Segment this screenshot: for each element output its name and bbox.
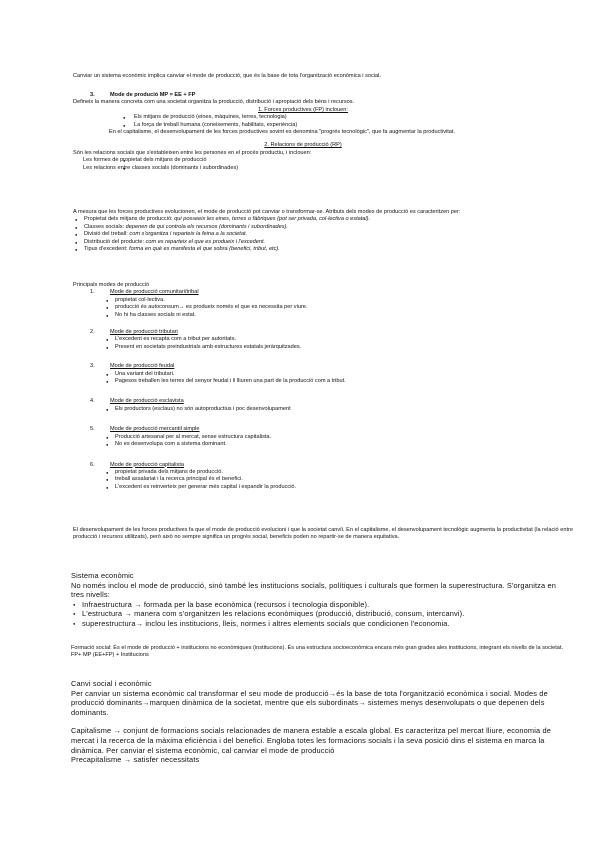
attribute-item xyxy=(73,246,573,253)
mode-produccio-section xyxy=(73,92,573,172)
attribute-label: Classes socials: xyxy=(84,223,125,230)
sistema-levels-list xyxy=(71,600,571,629)
mode-heading xyxy=(73,398,573,405)
mp-number: 3. xyxy=(90,92,95,98)
mode-title: Mode de producció capitalista xyxy=(110,461,185,468)
fp-item: ● La força de treball humana (coneixements, habilitats, experiència) xyxy=(73,122,573,129)
mode-items xyxy=(73,336,573,351)
fp-heading: 1. Forces productives (FP) inclouen: xyxy=(258,106,348,113)
mode-heading xyxy=(73,426,573,433)
mode-block-5 xyxy=(73,426,573,448)
sistema-title: Sistema econòmic xyxy=(71,571,134,580)
intro-paragraph: Canviar un sistema econòmic implica canviar el mode de producció, que és la base de tota l'organització econòmica i social. xyxy=(73,73,381,79)
mode-item: ● Pagesos treballen les terres del senyor feudal i li lliuren una part de la producció com a tribut. xyxy=(73,378,573,385)
mode-item: ● Els productors (esclaus) no són autoproductius i poc desenvolupament xyxy=(73,406,573,413)
precapitalisme-text: Precapitalisme → satisfer necessitats xyxy=(71,755,200,765)
mode-title: Mode de producció esclavista xyxy=(110,398,184,405)
level-item: ● Infraestructura → formada per la base econòmica (recursos i tecnologia disponible). xyxy=(71,600,571,610)
mode-items xyxy=(73,434,573,449)
mode-block-3 xyxy=(73,363,573,385)
fp-note: En el capitalisme, el desenvolupament de les forces productives sovint es denomina "progrés tecnològic", que fa augmentar la productivitat. xyxy=(109,129,456,136)
mode-block-2 xyxy=(73,329,573,351)
level-item: ● L'estructura → manera com s'organitzen les relacions econòmiques (producció, distribució, consum, intercanvi). xyxy=(71,609,571,619)
mode-heading xyxy=(73,289,573,296)
attribute-label: Distribució del producte: xyxy=(84,238,145,245)
fp-item: ● Els mitjans de producció (eines, màquines, terres, tecnologia) xyxy=(73,114,573,121)
attribute-detail: forma en què es manifesta el que sobra (benefici, tribut, etc). xyxy=(129,246,280,253)
mode-items xyxy=(73,406,573,413)
mode-items xyxy=(73,371,573,386)
mp-heading xyxy=(73,92,573,99)
modes-section xyxy=(73,282,573,491)
mp-title: Mode de produció MP = EE + FP xyxy=(110,92,196,98)
attribute-detail: com s'organitza i reparteix la feina a la societat. xyxy=(129,231,248,238)
mode-item: ● producció és autoconsum→ es produeix només el que es necessita per viure. xyxy=(73,304,573,311)
mode-number: 4. xyxy=(90,398,95,405)
mode-item: ● No es desenvolupa com a sistema dominant. xyxy=(73,441,573,448)
rp-heading: 2. Relacions de producció (RP) xyxy=(264,142,342,149)
mode-number: 3. xyxy=(90,363,95,370)
rp-item: ● Les relacions entre classes socials (dominants i subordinades) xyxy=(73,165,573,172)
mode-number: 2. xyxy=(90,329,95,336)
canvi-section xyxy=(71,679,571,765)
mode-items xyxy=(73,297,573,319)
canvi-title: Canvi social i econòmic xyxy=(71,679,152,688)
mode-number: 1. xyxy=(90,289,95,296)
spacer xyxy=(71,717,571,726)
mode-heading xyxy=(73,462,573,469)
attribute-label: Divisió del treball: xyxy=(84,231,128,238)
mode-title: Mode de producció mercantil simple xyxy=(110,426,200,433)
mode-item: ● treball assalariat i la recerca principal és el benefici. xyxy=(73,476,573,483)
mode-item: ● Una variant del tributari. xyxy=(73,371,573,378)
mode-item: ● Present en societats preindustrials amb estructures estatals jeràrquitzades. xyxy=(73,344,573,351)
mode-title: Mode de producció feudal xyxy=(110,363,175,370)
attributes-list xyxy=(73,216,573,253)
mode-item: ● No hi ha classes socials ni estat. xyxy=(73,312,573,319)
mode-item: ● propietat col·lectiva. xyxy=(73,297,573,304)
modes-title: Principals modes de producció xyxy=(73,282,150,288)
mode-item: ● L'excedent es reinverteix per generar més capital i expandir la producció. xyxy=(73,484,573,491)
attribute-item xyxy=(73,216,573,223)
evolution-section xyxy=(73,209,573,253)
evolution-text: A mesura que les forces productives evolucionen, el mode de producció pot canviar o transformar-se. Atributs dels modes de producció es caracteritzen per: xyxy=(73,209,461,215)
rp-item: ● Les formes de propietat dels mitjans de producció xyxy=(73,157,573,164)
sistema-section xyxy=(71,571,571,629)
mode-heading xyxy=(73,329,573,336)
attribute-label: Tipus d'excedent: xyxy=(84,246,128,253)
sistema-text: No només inclou el mode de producció, sinó també les institucions socials, polítiques i culturals que formen la superestructura. S'organitza en tres nivells: xyxy=(71,580,557,600)
rp-list xyxy=(73,157,573,172)
attribute-detail: com es reparteix el que es produeix i l'excedent. xyxy=(145,238,266,245)
formacio-social-paragraph: Formació social: És el mode de producció + institucions no econòmiques (institucions). És una estructura socioeconòmica encara més gran grades ales institucions, integrant els nivells de la societat. FP+ MP (EE+FP) + Institucions xyxy=(71,645,564,659)
mode-item: ● L'excedent es recapta com a tribut per autoritats. xyxy=(73,336,573,343)
attribute-detail: qui posseeix les eines, terres o fàbriques (pot ser privada, col·lectiva o estatal). xyxy=(174,216,371,223)
mode-item: ● Producció artesanal per al mercat, sense estructura capitalista. xyxy=(73,434,573,441)
attribute-item xyxy=(73,231,573,238)
mode-block-6 xyxy=(73,462,573,492)
capitalisme-text: Capitalisme → conjunt de formacions socials relacionades de manera estable a escala global. Es caracteritza pel mercat lliure, economia de mercat i la recerca de la màxima eficiència i del benefici. Engloba totes les formacions socials i la seva posició dins el sistema en marca la dinàmica. Per canviar el sistema econòmic, cal canviar el mode de producció xyxy=(71,726,551,755)
attribute-label: Propietat dels mitjans de producció: xyxy=(84,216,173,223)
fp-list xyxy=(73,114,573,129)
level-item: ● superestructura→ inclou les institucions, lleis, normes i altres elements socials que condicionen l'economia. xyxy=(71,619,571,629)
mode-number: 6. xyxy=(90,461,95,468)
mode-items xyxy=(73,469,573,491)
attribute-item xyxy=(73,224,573,231)
attribute-item xyxy=(73,239,573,246)
mode-block-1 xyxy=(73,289,573,319)
mode-heading xyxy=(73,363,573,370)
canvi-text: Per canviar un sistema econòmic cal transformar el seu mode de producció→és la base de tota l'organització econòmica i social. Modes de producció dominants→marquen dinàmica de la societat, mentre que els subordinats→ sistemes menys desenvolupats o que depenen dels dominants. xyxy=(71,688,548,717)
mode-title: Mode de producció comunitari/tribal xyxy=(110,289,199,296)
mp-definition: Defineix la manera concreta com una societat organitza la producció, distribució i apropiació dels béns i recursos. xyxy=(73,99,355,106)
attribute-detail: depenen de qui controla els recursos (dominants i subordinades). xyxy=(125,223,288,230)
development-paragraph: El desenvolupament de les forces productives fa que el mode de producció evolucioni i que la societat canviï. En el capitalisme, el desenvolupament tecnològic augmenta la productivitat (la relació entre producció i recursos utilitzats), però això no sempre significa un progrés social, beneficis poden no repartir-se de manera equitativa. xyxy=(73,527,573,541)
mode-block-4 xyxy=(73,398,573,413)
mode-number: 5. xyxy=(90,426,95,433)
rp-definition: Són les relacions socials que s'estableixen entre les persones en el procés productiu, i inclouen: xyxy=(73,149,312,156)
mode-title: Mode de producció tributari xyxy=(110,329,178,336)
mode-item: ● propietat privada dels mitjans de producció. xyxy=(73,469,573,476)
